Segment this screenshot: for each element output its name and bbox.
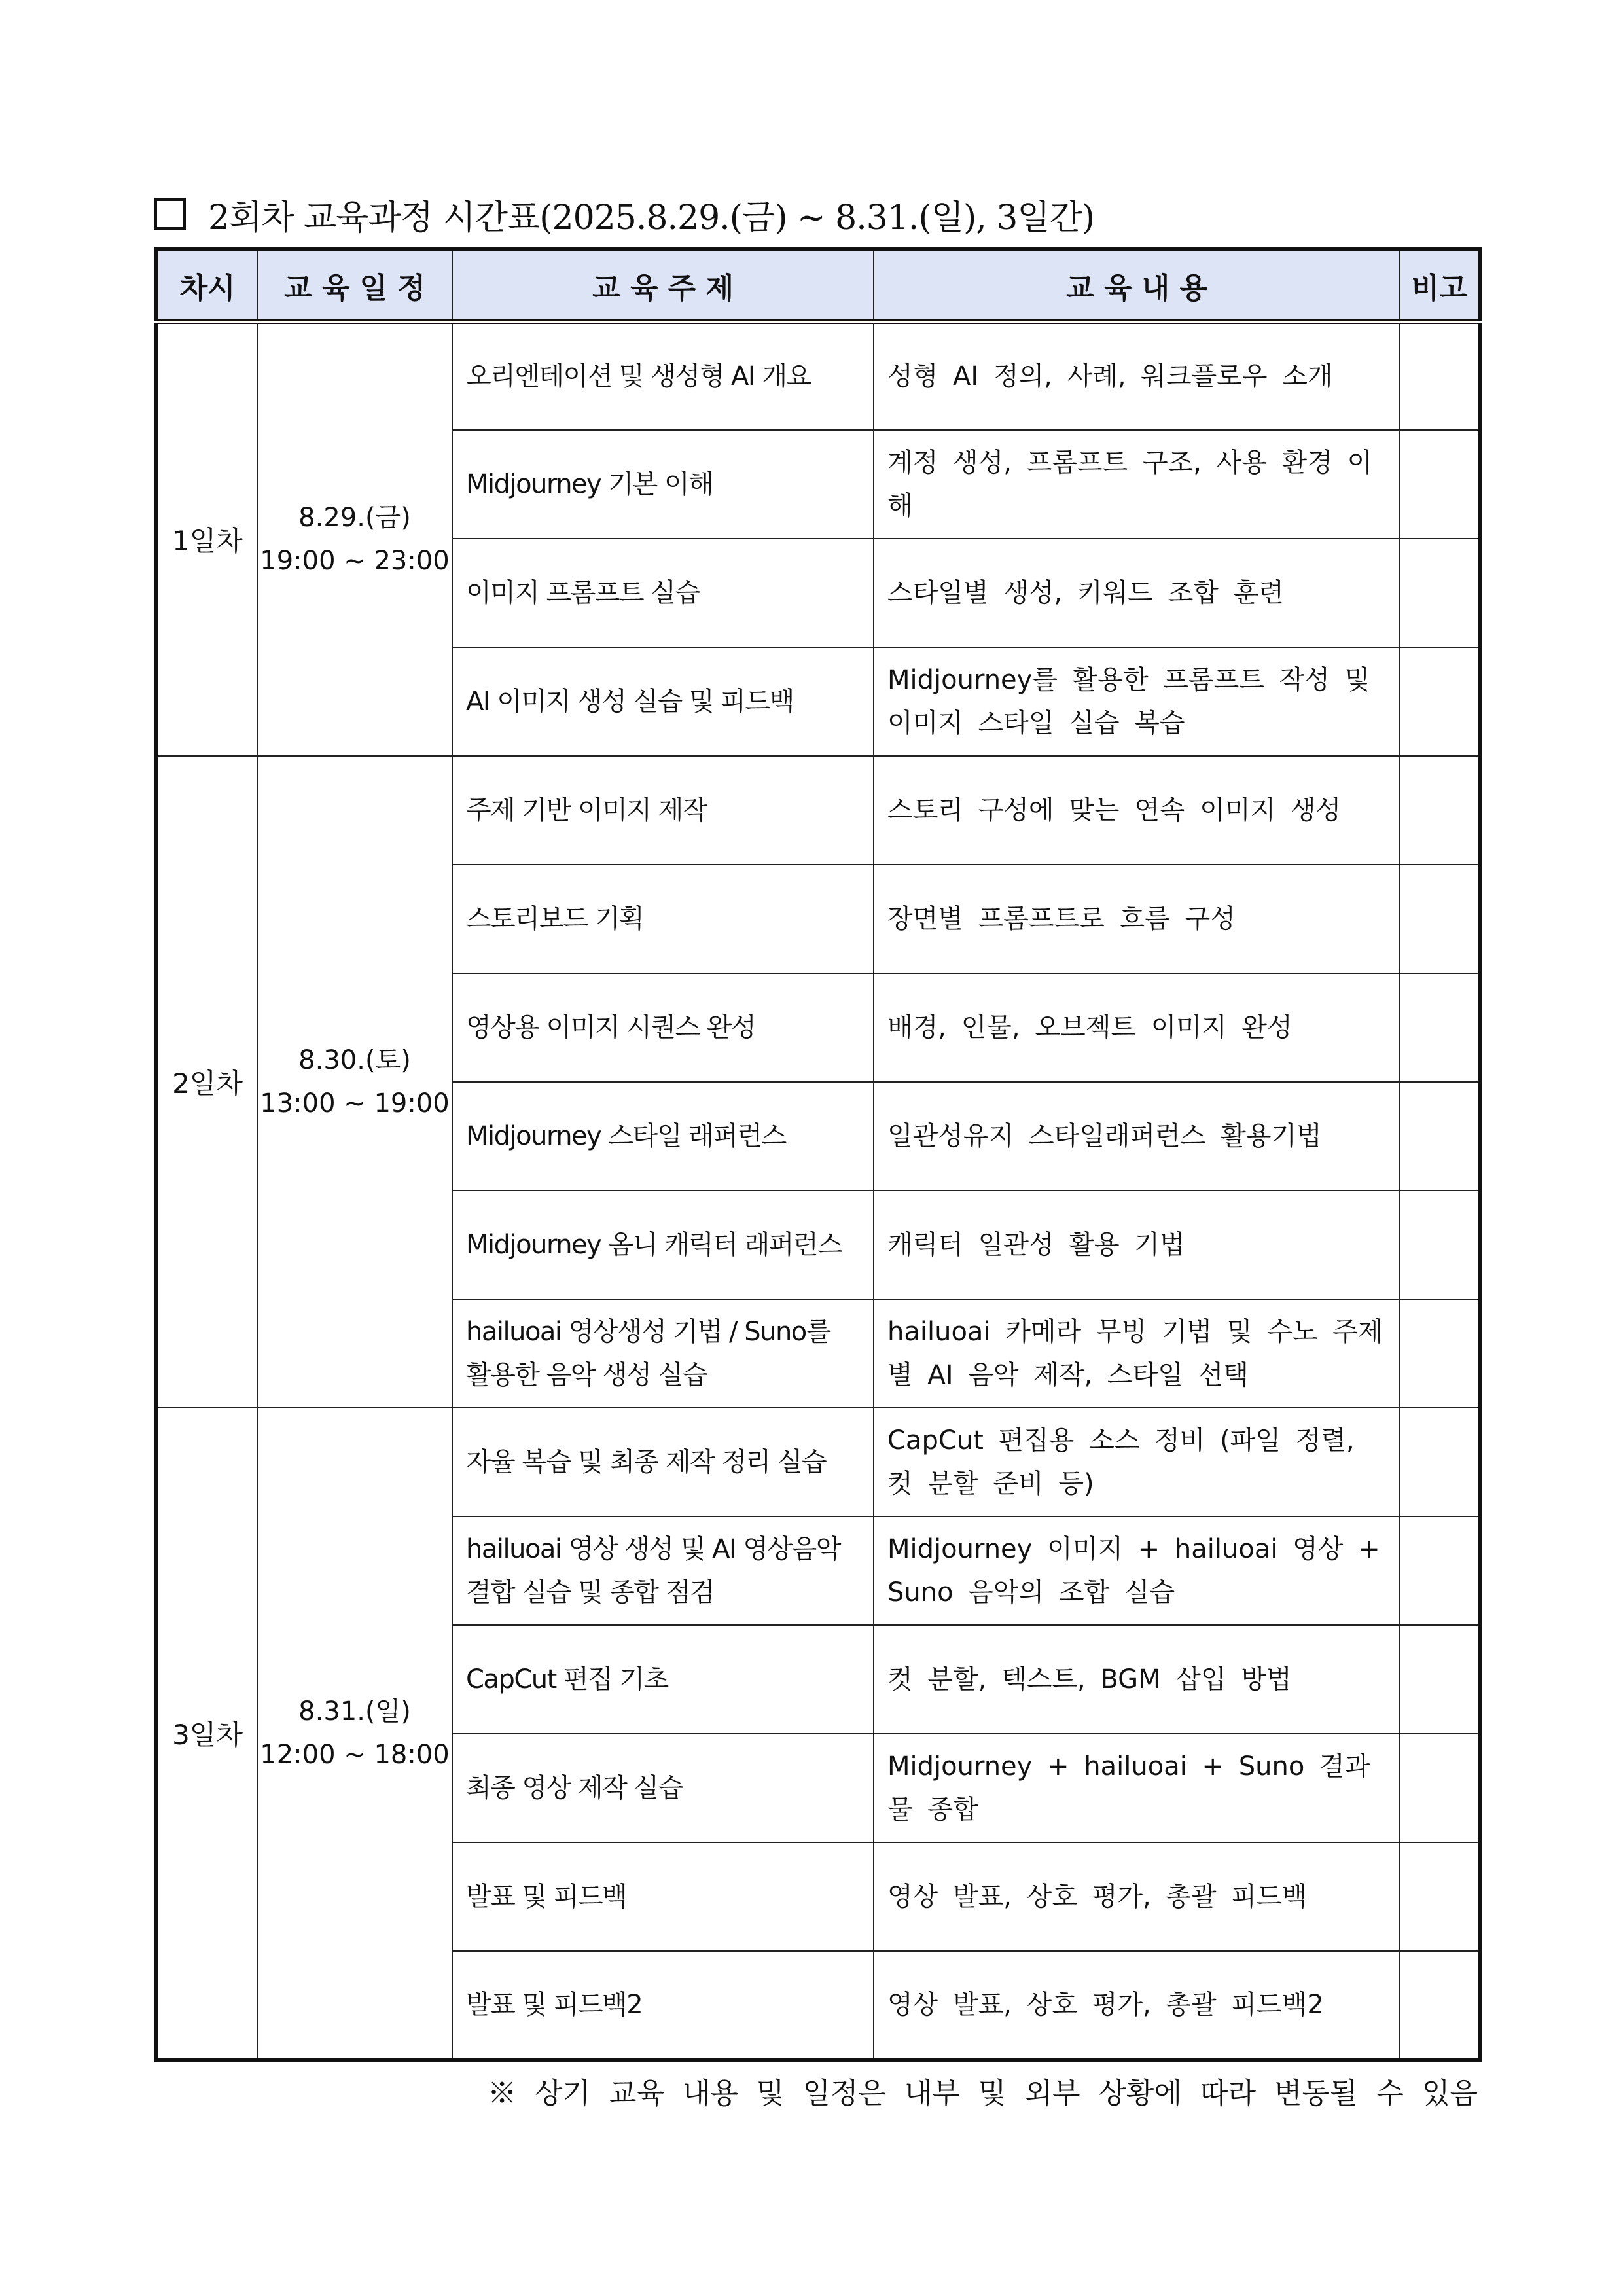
page-title: 2회차 교육과정 시간표(2025.8.29.(금) ~ 8.31.(일), 3일간) xyxy=(208,198,1095,238)
time-text: 19:00 ~ 23:00 xyxy=(260,546,450,577)
date-text: 8.29.(금) xyxy=(298,503,411,533)
time-text: 12:00 ~ 18:00 xyxy=(260,1740,450,1770)
session-cell: 3일차 xyxy=(156,1408,257,2060)
date-cell xyxy=(257,321,452,756)
content-cell: 스토리 구성에 맞는 연속 이미지 생성 xyxy=(874,756,1400,865)
topic-cell: 오리엔테이션 및 생성형 AI 개요 xyxy=(452,321,874,430)
topic-cell: 스토리보드 기획 xyxy=(452,865,874,973)
header-topic: 교 육 주 제 xyxy=(452,249,874,321)
note-cell xyxy=(1400,1299,1480,1408)
note-cell xyxy=(1400,1191,1480,1299)
note-cell xyxy=(1400,539,1480,647)
content-cell: 배경, 인물, 오브젝트 이미지 완성 xyxy=(874,973,1400,1082)
header-content: 교 육 내 용 xyxy=(874,249,1400,321)
topic-cell: hailuoai 영상생성 기법 / Suno를 활용한 음악 생성 실습 xyxy=(452,1299,874,1408)
note-cell xyxy=(1400,1516,1480,1625)
topic-cell: CapCut 편집 기초 xyxy=(452,1625,874,1734)
topic-cell: 자율 복습 및 최종 제작 정리 실습 xyxy=(452,1408,874,1516)
header-note: 비고 xyxy=(1400,249,1480,321)
content-cell: 일관성유지 스타일래퍼런스 활용기법 xyxy=(874,1082,1400,1191)
content-cell: Midjourney + hailuoai + Suno 결과물 종합 xyxy=(874,1734,1400,1842)
note-cell xyxy=(1400,1951,1480,2060)
content-cell: 컷 분할, 텍스트, BGM 삽입 방법 xyxy=(874,1625,1400,1734)
topic-cell: hailuoai 영상 생성 및 AI 영상음악 결합 실습 및 종합 점검 xyxy=(452,1516,874,1625)
topic-cell: 최종 영상 제작 실습 xyxy=(452,1734,874,1842)
content-cell: 영상 발표, 상호 평가, 총괄 피드백 xyxy=(874,1842,1400,1951)
footnote: ※ 상기 교육 내용 및 일정은 내부 및 외부 상황에 따라 변동될 수 있음 xyxy=(488,2077,1478,2110)
topic-cell: Midjourney 옴니 캐릭터 래퍼런스 xyxy=(452,1191,874,1299)
content-cell: 계정 생성, 프롬프트 구조, 사용 환경 이해 xyxy=(874,430,1400,539)
content-cell: Midjourney를 활용한 프롬프트 작성 및 이미지 스타일 실습 복습 xyxy=(874,647,1400,756)
note-cell xyxy=(1400,1734,1480,1842)
date-cell xyxy=(257,1408,452,2060)
header-row xyxy=(156,249,1480,321)
table-row xyxy=(156,1408,1480,1516)
date-cell xyxy=(257,756,452,1408)
note-cell xyxy=(1400,756,1480,865)
title-checkbox-icon xyxy=(154,198,186,230)
schedule-table xyxy=(154,247,1482,2062)
table-row xyxy=(156,756,1480,865)
header-session: 차시 xyxy=(156,249,257,321)
header-date: 교 육 일 정 xyxy=(257,249,452,321)
note-cell xyxy=(1400,973,1480,1082)
note-cell xyxy=(1400,647,1480,756)
topic-cell: Midjourney 기본 이해 xyxy=(452,430,874,539)
topic-cell: Midjourney 스타일 래퍼런스 xyxy=(452,1082,874,1191)
date-text: 8.31.(일) xyxy=(298,1696,411,1727)
topic-cell: 발표 및 피드백 xyxy=(452,1842,874,1951)
title-row xyxy=(154,185,1094,243)
note-cell xyxy=(1400,1082,1480,1191)
content-cell: 성형 AI 정의, 사례, 워크플로우 소개 xyxy=(874,321,1400,430)
schedule-body xyxy=(156,321,1480,2060)
session-cell: 1일차 xyxy=(156,321,257,756)
topic-cell: 발표 및 피드백2 xyxy=(452,1951,874,2060)
note-cell xyxy=(1400,1408,1480,1516)
content-cell: 캐릭터 일관성 활용 기법 xyxy=(874,1191,1400,1299)
note-cell xyxy=(1400,1625,1480,1734)
content-cell: CapCut 편집용 소스 정비 (파일 정렬, 컷 분할 준비 등) xyxy=(874,1408,1400,1516)
time-text: 13:00 ~ 19:00 xyxy=(260,1088,450,1119)
note-cell xyxy=(1400,430,1480,539)
table-row xyxy=(156,321,1480,430)
note-cell xyxy=(1400,1842,1480,1951)
session-cell: 2일차 xyxy=(156,756,257,1408)
note-cell xyxy=(1400,865,1480,973)
topic-cell: AI 이미지 생성 실습 및 피드백 xyxy=(452,647,874,756)
topic-cell: 이미지 프롬프트 실습 xyxy=(452,539,874,647)
content-cell: Midjourney 이미지 + hailuoai 영상 + Suno 음악의 조합 실습 xyxy=(874,1516,1400,1625)
date-text: 8.30.(토) xyxy=(298,1045,411,1075)
topic-cell: 주제 기반 이미지 제작 xyxy=(452,756,874,865)
note-cell xyxy=(1400,321,1480,430)
content-cell: 장면별 프롬프트로 흐름 구성 xyxy=(874,865,1400,973)
topic-cell: 영상용 이미지 시퀀스 완성 xyxy=(452,973,874,1082)
content-cell: 영상 발표, 상호 평가, 총괄 피드백2 xyxy=(874,1951,1400,2060)
content-cell: 스타일별 생성, 키워드 조합 훈련 xyxy=(874,539,1400,647)
content-cell: hailuoai 카메라 무빙 기법 및 수노 주제별 AI 음악 제작, 스타일 선택 xyxy=(874,1299,1400,1408)
